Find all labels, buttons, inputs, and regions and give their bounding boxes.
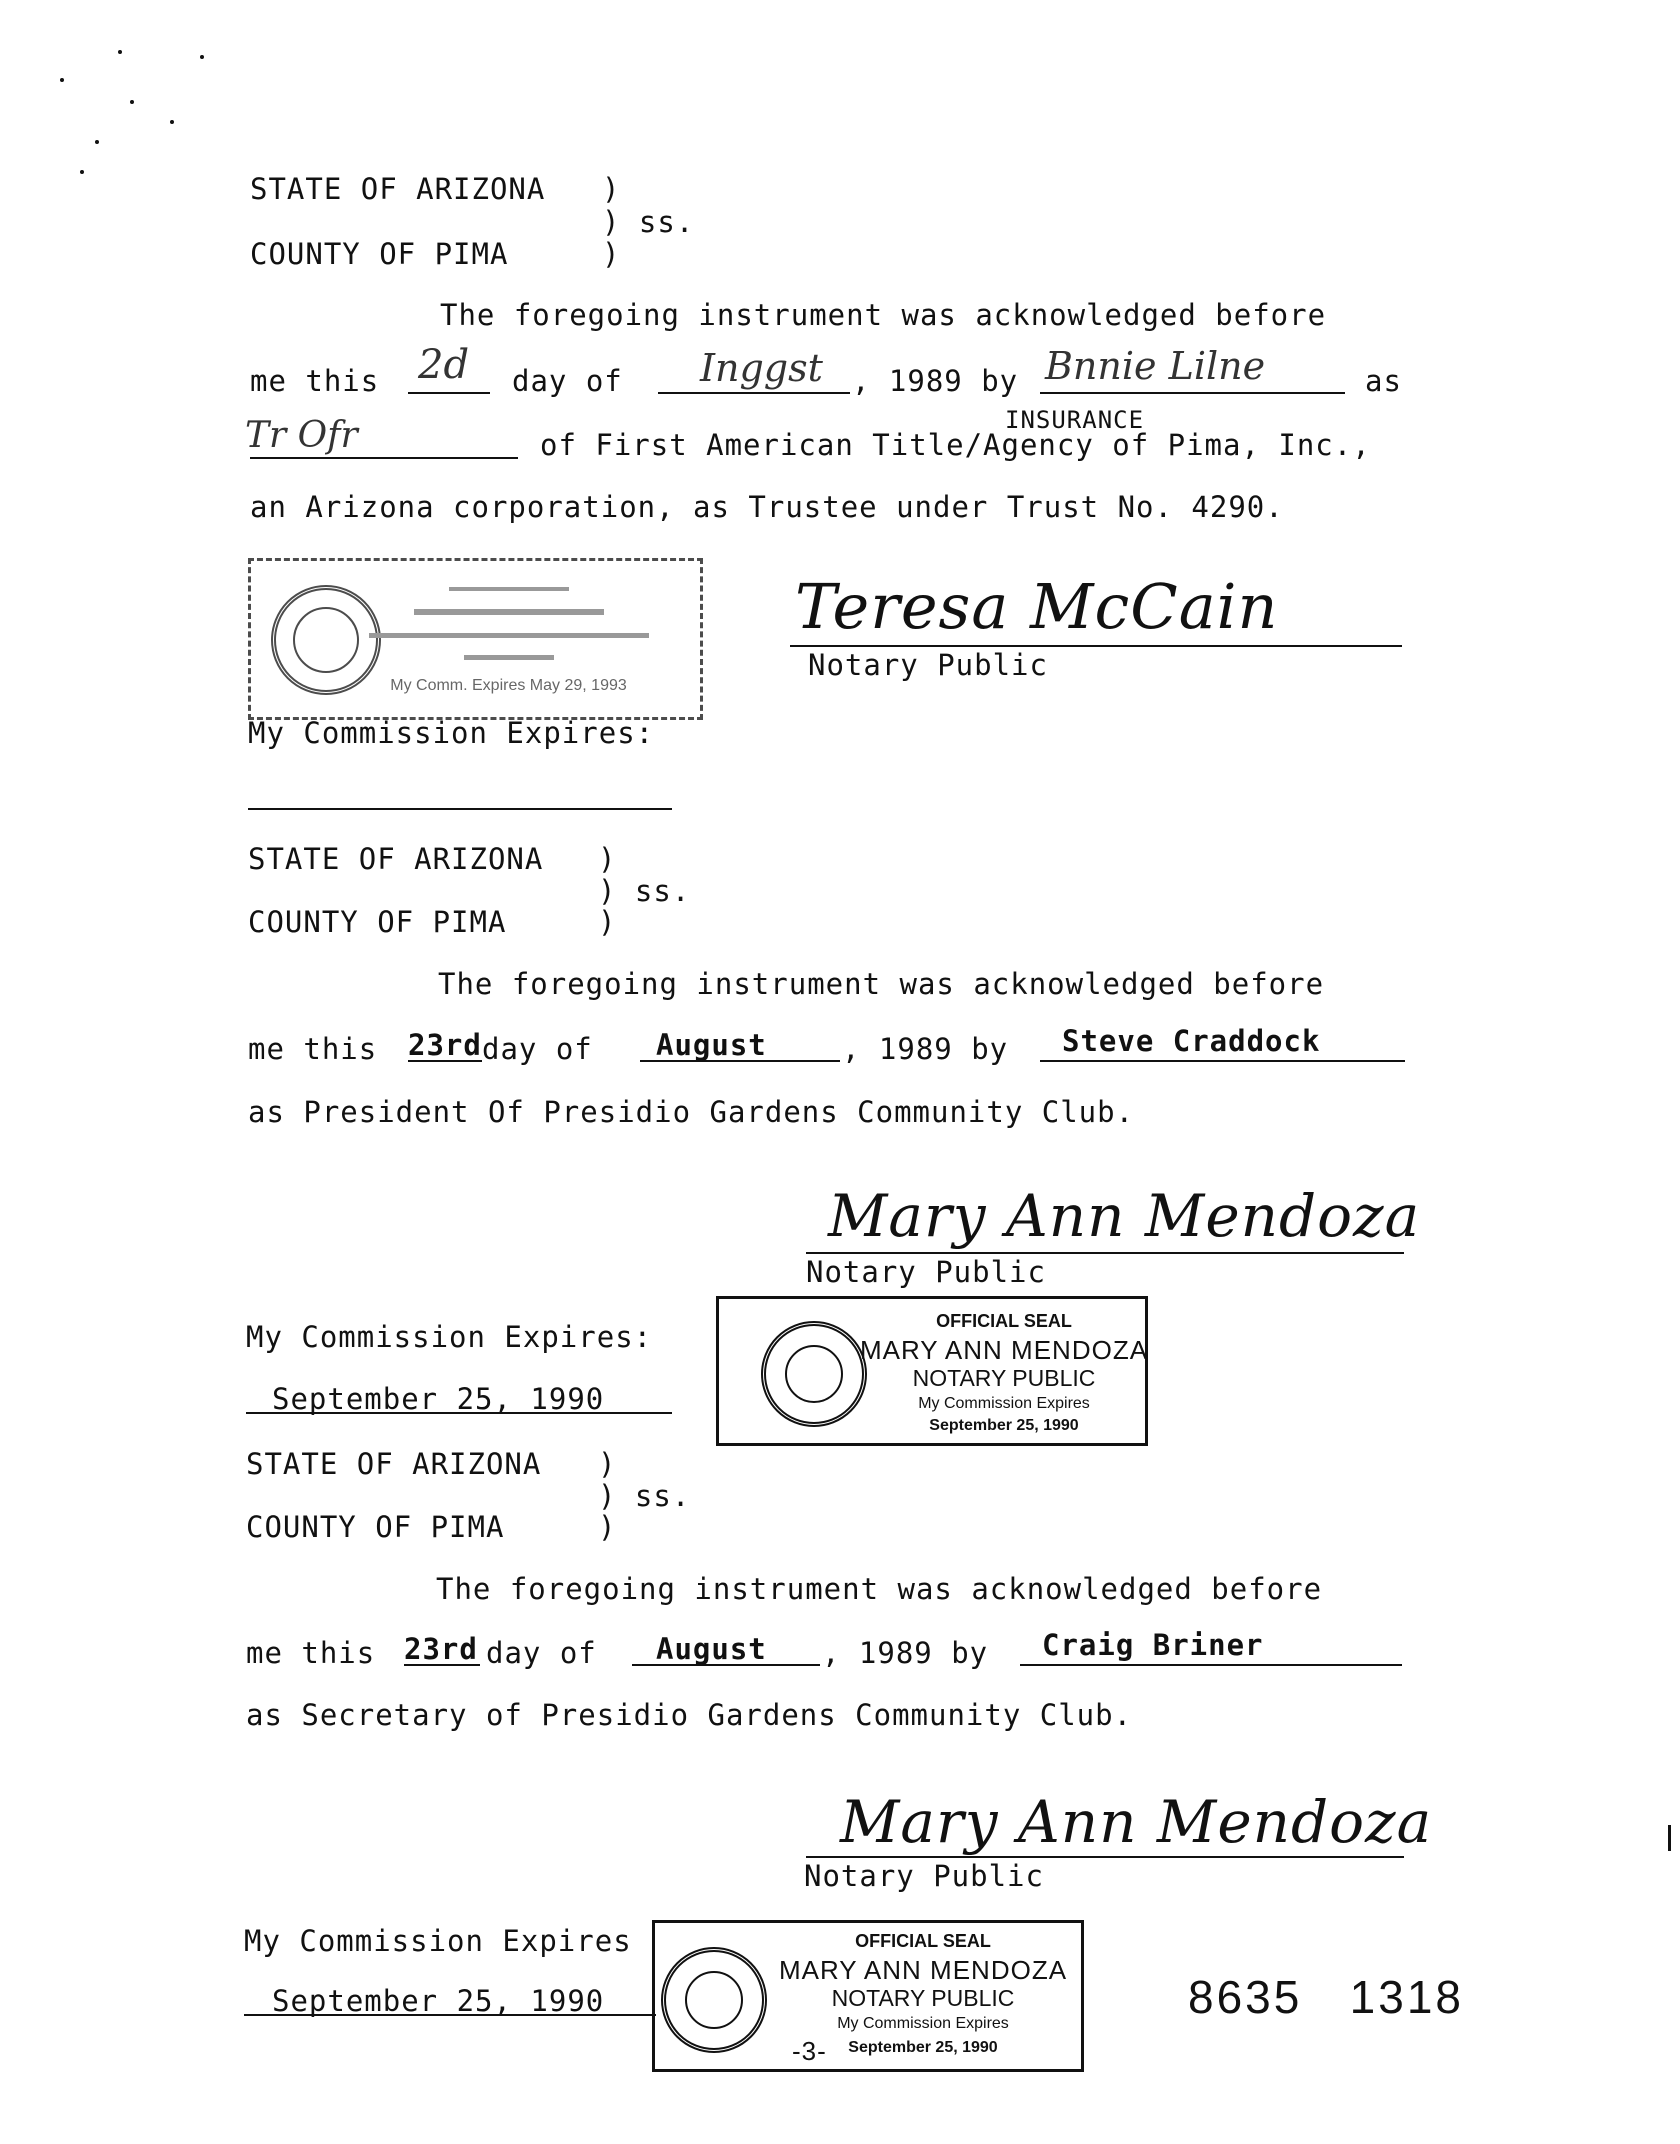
day-blank [408, 392, 490, 394]
state-label: STATE OF ARIZONA [248, 842, 544, 876]
venue-paren: ) [602, 237, 621, 271]
scan-speck [170, 120, 174, 124]
year-by-label: , 1989 by [822, 1636, 989, 1670]
venue-paren: ) [598, 1510, 617, 1544]
me-this-label: me this [248, 1032, 378, 1066]
handwritten-month: Inggst [700, 346, 823, 390]
acknowledger-name: Steve Craddock [1062, 1024, 1321, 1058]
capacity-text: as President Of Presidio Gardens Community Club. [248, 1095, 1135, 1129]
page-number: -3- [792, 2036, 827, 2066]
stamp-expires-date: September 25, 1990 [929, 1417, 1079, 1434]
year-by-label: , 1989 by [852, 364, 1019, 398]
scan-speck [80, 170, 84, 174]
year-by-label: , 1989 by [842, 1032, 1009, 1066]
commission-expires-label: My Commission Expires: [246, 1320, 653, 1354]
trust-text: an Arizona corporation, as Trustee under Trust No. 4290. [250, 490, 1284, 524]
stamp-role: NOTARY PUBLIC [831, 1985, 1015, 2011]
acknowledgment-text: The foregoing instrument was acknowledged before [440, 298, 1327, 332]
name-blank [1040, 392, 1345, 394]
month-value: August [656, 1632, 767, 1666]
commission-expires-label: My Commission Expires [244, 1924, 632, 1958]
handwritten-name: Bnnie Lilne [1045, 344, 1266, 388]
stamp-expires: My Comm. Expires May 29, 1993 [390, 677, 627, 694]
stamp-text-smudge [311, 587, 706, 597]
day-of-label: day of [486, 1636, 597, 1670]
seal-inner-ring [785, 1345, 843, 1403]
venue-paren: ) [598, 905, 617, 939]
signature-line [806, 1856, 1404, 1858]
signature-line [806, 1252, 1404, 1254]
day-value: 23rd [408, 1028, 482, 1062]
commission-date-line [246, 1412, 672, 1414]
notary-public-label: Notary Public [808, 648, 1048, 682]
official-seal-stamp [652, 1920, 1084, 2072]
scan-speck [118, 50, 122, 54]
notary-public-label: Notary Public [806, 1255, 1046, 1289]
acknowledger-name: Craig Briner [1042, 1628, 1264, 1662]
scan-speck [60, 78, 64, 82]
stamp-expires-date: September 25, 1990 [848, 2039, 998, 2056]
capacity-text: as Secretary of Presidio Gardens Community Club. [246, 1698, 1133, 1732]
official-seal-stamp [716, 1296, 1148, 1446]
commission-date-line [244, 2014, 656, 2016]
scan-speck [200, 55, 204, 59]
county-label: COUNTY OF PIMA [248, 905, 507, 939]
notary-signature-3: Mary Ann Mendoza [840, 1788, 1433, 1856]
as-label: as [1365, 364, 1402, 398]
state-label: STATE OF ARIZONA [246, 1447, 542, 1481]
handwritten-title: Tr Ofr [245, 415, 358, 456]
acknowledgment-text: The foregoing instrument was acknowledged before [438, 967, 1325, 1001]
state-label: STATE OF ARIZONA [250, 172, 546, 206]
notary-signature-2: Mary Ann Mendoza [828, 1182, 1421, 1250]
commission-date: September 25, 1990 [272, 1984, 605, 2018]
ss-label: ) ss. [602, 205, 695, 239]
document-number: 8635 1318 [1188, 1971, 1465, 2023]
company-text: of First American Title/Agency of Pima, Inc., [540, 428, 1371, 462]
month-value: August [656, 1028, 767, 1062]
venue-paren: ) [602, 172, 621, 206]
stamp-title: OFFICIAL SEAL [936, 1311, 1072, 1331]
seal-inner-ring [685, 1971, 743, 2029]
day-of-label: day of [482, 1032, 593, 1066]
day-of-label: day of [512, 364, 623, 398]
venue-paren: ) [598, 1447, 617, 1481]
stamp-text-smudge [311, 655, 706, 665]
month-blank [658, 392, 850, 394]
notary-public-label: Notary Public [804, 1859, 1044, 1893]
scan-speck [95, 140, 99, 144]
venue-paren: ) [598, 842, 617, 876]
title-blank [250, 457, 518, 459]
scan-speck [130, 100, 134, 104]
stamp-notary-name: MARY ANN MENDOZA [859, 1335, 1149, 1365]
scan-mark [1668, 1825, 1671, 1851]
commission-date-blank [248, 808, 672, 810]
stamp-role: NOTARY PUBLIC [912, 1365, 1096, 1391]
me-this-label: me this [250, 364, 380, 398]
ss-label: ) ss. [598, 874, 691, 908]
stamp-text-smudge [311, 633, 706, 643]
stamp-expires-label: My Commission Expires [918, 1395, 1090, 1412]
notary-signature-1: Teresa McCain [795, 570, 1279, 643]
stamp-expires-label: My Commission Expires [837, 2015, 1009, 2032]
day-value: 23rd [404, 1632, 478, 1666]
stamp-title: OFFICIAL SEAL [855, 1931, 991, 1951]
commission-date: September 25, 1990 [272, 1382, 605, 1416]
county-label: COUNTY OF PIMA [246, 1510, 505, 1544]
county-label: COUNTY OF PIMA [250, 237, 509, 271]
commission-expires-label: My Commission Expires: [248, 716, 655, 750]
name-blank [1020, 1664, 1402, 1666]
acknowledgment-text: The foregoing instrument was acknowledged before [436, 1572, 1323, 1606]
insurance-insert: INSURANCE [1005, 406, 1145, 434]
notary-stamp-faded [248, 558, 703, 720]
stamp-text-smudge [311, 609, 706, 619]
stamp-notary-name: MARY ANN MENDOZA [778, 1955, 1068, 1985]
handwritten-day: 2d [418, 342, 470, 388]
name-blank [1040, 1060, 1405, 1062]
ss-label: ) ss. [598, 1479, 691, 1513]
me-this-label: me this [246, 1636, 376, 1670]
signature-line [790, 645, 1402, 647]
